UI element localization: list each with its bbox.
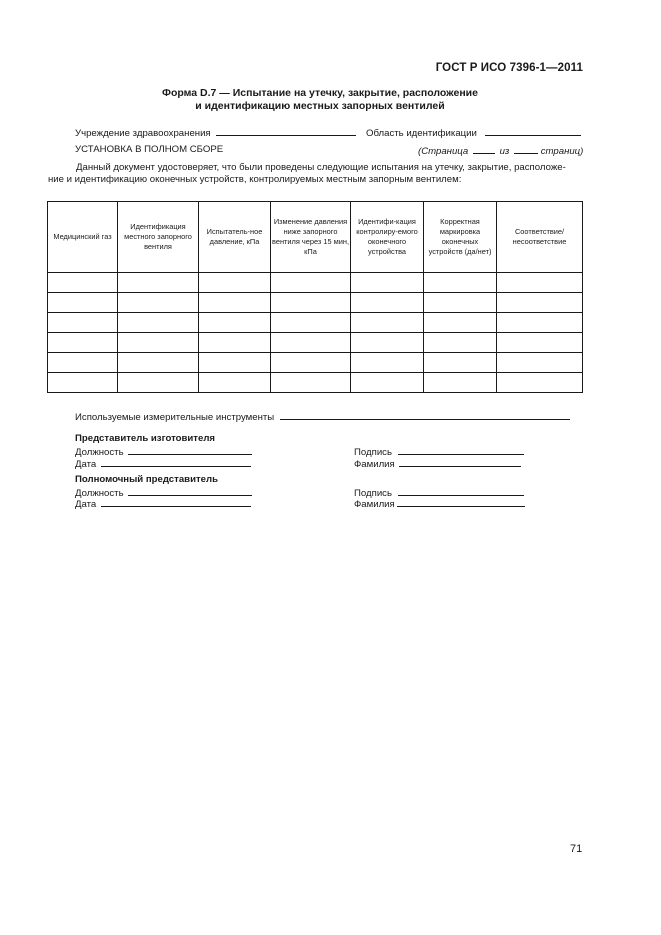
- table-cell[interactable]: [118, 373, 199, 393]
- authorized-surname-label: Фамилия: [354, 499, 395, 510]
- table-cell[interactable]: [199, 353, 271, 373]
- column-header-medical-gas: Медицинский газ: [48, 202, 118, 273]
- table-cell[interactable]: [351, 273, 424, 293]
- table-cell[interactable]: [424, 293, 497, 313]
- table-cell[interactable]: [48, 313, 118, 333]
- table-cell[interactable]: [351, 333, 424, 353]
- table-cell[interactable]: [199, 333, 271, 353]
- manufacturer-date-label: Дата: [75, 459, 97, 470]
- table-cell[interactable]: [424, 373, 497, 393]
- column-header-valve-id: Идентификация местного запорного вентиля: [118, 202, 199, 273]
- standard-number: ГОСТ Р ИСО 7396-1—2011: [435, 62, 583, 74]
- authorized-heading: Полномочный представитель: [75, 474, 218, 485]
- assembly-label: УСТАНОВКА В ПОЛНОМ СБОРЕ: [75, 144, 224, 155]
- manufacturer-date-field[interactable]: [101, 457, 251, 467]
- column-header-terminal-id: Идентифи-кация контролиру-емого оконечного устройства: [351, 202, 424, 273]
- page-count-row: [418, 144, 583, 157]
- table-cell[interactable]: [271, 373, 351, 393]
- area-field[interactable]: [485, 126, 581, 136]
- form-title: [60, 87, 580, 113]
- authorized-surname-field[interactable]: [397, 497, 525, 507]
- column-header-test-pressure: Испытатель-ное давление, кПа: [199, 202, 271, 273]
- table-cell[interactable]: [48, 293, 118, 313]
- column-header-pressure-change: Изменение давления ниже запорного вентиля через 15 мин, кПа: [271, 202, 351, 273]
- table-cell[interactable]: [497, 313, 583, 333]
- instruments-row: [75, 410, 570, 423]
- table-cell[interactable]: [351, 293, 424, 313]
- area-label: Область идентификации: [366, 128, 477, 139]
- form-title-line2: и идентификацию местных запорных вентилей: [195, 100, 445, 112]
- table-cell[interactable]: [118, 273, 199, 293]
- institution-row: [75, 126, 356, 139]
- manufacturer-position-field[interactable]: [128, 445, 252, 455]
- of-label: из: [499, 146, 510, 157]
- page-label: (Страница: [418, 146, 469, 157]
- table-body: [48, 273, 583, 393]
- authorized-surname-row: [354, 497, 525, 510]
- table-row: [48, 373, 583, 393]
- table-cell[interactable]: [424, 273, 497, 293]
- authorized-date-label: Дата: [75, 499, 97, 510]
- manufacturer-surname-label: Фамилия: [354, 459, 395, 470]
- table-cell[interactable]: [351, 313, 424, 333]
- table-row: [48, 293, 583, 313]
- institution-field[interactable]: [216, 126, 356, 136]
- column-header-compliance: Соответствие/ несоответствие: [497, 202, 583, 273]
- pages-label: страниц): [540, 146, 584, 157]
- paragraph-line1: Данный документ удостоверяет, что были проведены следующие испытания на утечку, закрытие, расположе-: [76, 162, 566, 173]
- table-cell[interactable]: [271, 273, 351, 293]
- area-row: [366, 126, 581, 139]
- total-pages-field[interactable]: [514, 144, 538, 154]
- table-row: [48, 333, 583, 353]
- authorized-date-row: [75, 497, 251, 510]
- table-cell[interactable]: [118, 293, 199, 313]
- manufacturer-date-row: [75, 457, 251, 470]
- table-cell[interactable]: [118, 353, 199, 373]
- table-cell[interactable]: [118, 313, 199, 333]
- table-cell[interactable]: [271, 293, 351, 313]
- form-title-line1: Форма D.7 — Испытание на утечку, закрытие, расположение: [162, 87, 478, 99]
- table-cell[interactable]: [48, 333, 118, 353]
- table-cell[interactable]: [424, 353, 497, 373]
- table-cell[interactable]: [497, 333, 583, 353]
- certification-paragraph: [48, 162, 583, 186]
- manufacturer-signature-label: Подпись: [354, 447, 392, 458]
- table-cell[interactable]: [271, 313, 351, 333]
- table-cell[interactable]: [271, 353, 351, 373]
- manufacturer-signature-field[interactable]: [398, 445, 524, 455]
- test-table: [47, 201, 583, 393]
- table-cell[interactable]: [497, 273, 583, 293]
- manufacturer-surname-row: [354, 457, 521, 470]
- table-row: [48, 353, 583, 373]
- table-cell[interactable]: [48, 273, 118, 293]
- table-cell[interactable]: [351, 353, 424, 373]
- table-cell[interactable]: [424, 333, 497, 353]
- authorized-date-field[interactable]: [101, 497, 251, 507]
- table-cell[interactable]: [497, 373, 583, 393]
- page-number: 71: [570, 843, 583, 855]
- table-cell[interactable]: [271, 333, 351, 353]
- table-cell[interactable]: [118, 333, 199, 353]
- institution-label: Учреждение здравоохранения: [75, 128, 211, 139]
- table-cell[interactable]: [199, 373, 271, 393]
- manufacturer-heading: Представитель изготовителя: [75, 433, 216, 444]
- column-header-marking: Корректная маркировка оконечных устройств (да/нет): [424, 202, 497, 273]
- page-field[interactable]: [473, 144, 495, 154]
- authorized-position-label: Должность: [75, 488, 124, 499]
- table-cell[interactable]: [48, 373, 118, 393]
- authorized-position-field[interactable]: [128, 486, 252, 496]
- table-header-row: [48, 202, 583, 273]
- table-cell[interactable]: [199, 313, 271, 333]
- table-cell[interactable]: [497, 353, 583, 373]
- authorized-signature-field[interactable]: [398, 486, 524, 496]
- table-cell[interactable]: [424, 313, 497, 333]
- manufacturer-surname-field[interactable]: [399, 457, 521, 467]
- authorized-signature-label: Подпись: [354, 488, 392, 499]
- paragraph-line2: ние и идентификацию оконечных устройств, контролируемых местным запорным вентилем:: [48, 174, 462, 185]
- table-cell[interactable]: [48, 353, 118, 373]
- table-cell[interactable]: [199, 273, 271, 293]
- table-cell[interactable]: [497, 293, 583, 313]
- manufacturer-position-label: Должность: [75, 447, 124, 458]
- instruments-field[interactable]: [280, 410, 570, 420]
- instruments-label: Используемые измерительные инструменты: [75, 412, 275, 423]
- table-cell[interactable]: [199, 293, 271, 313]
- table-cell[interactable]: [351, 373, 424, 393]
- table-row: [48, 273, 583, 293]
- table-row: [48, 313, 583, 333]
